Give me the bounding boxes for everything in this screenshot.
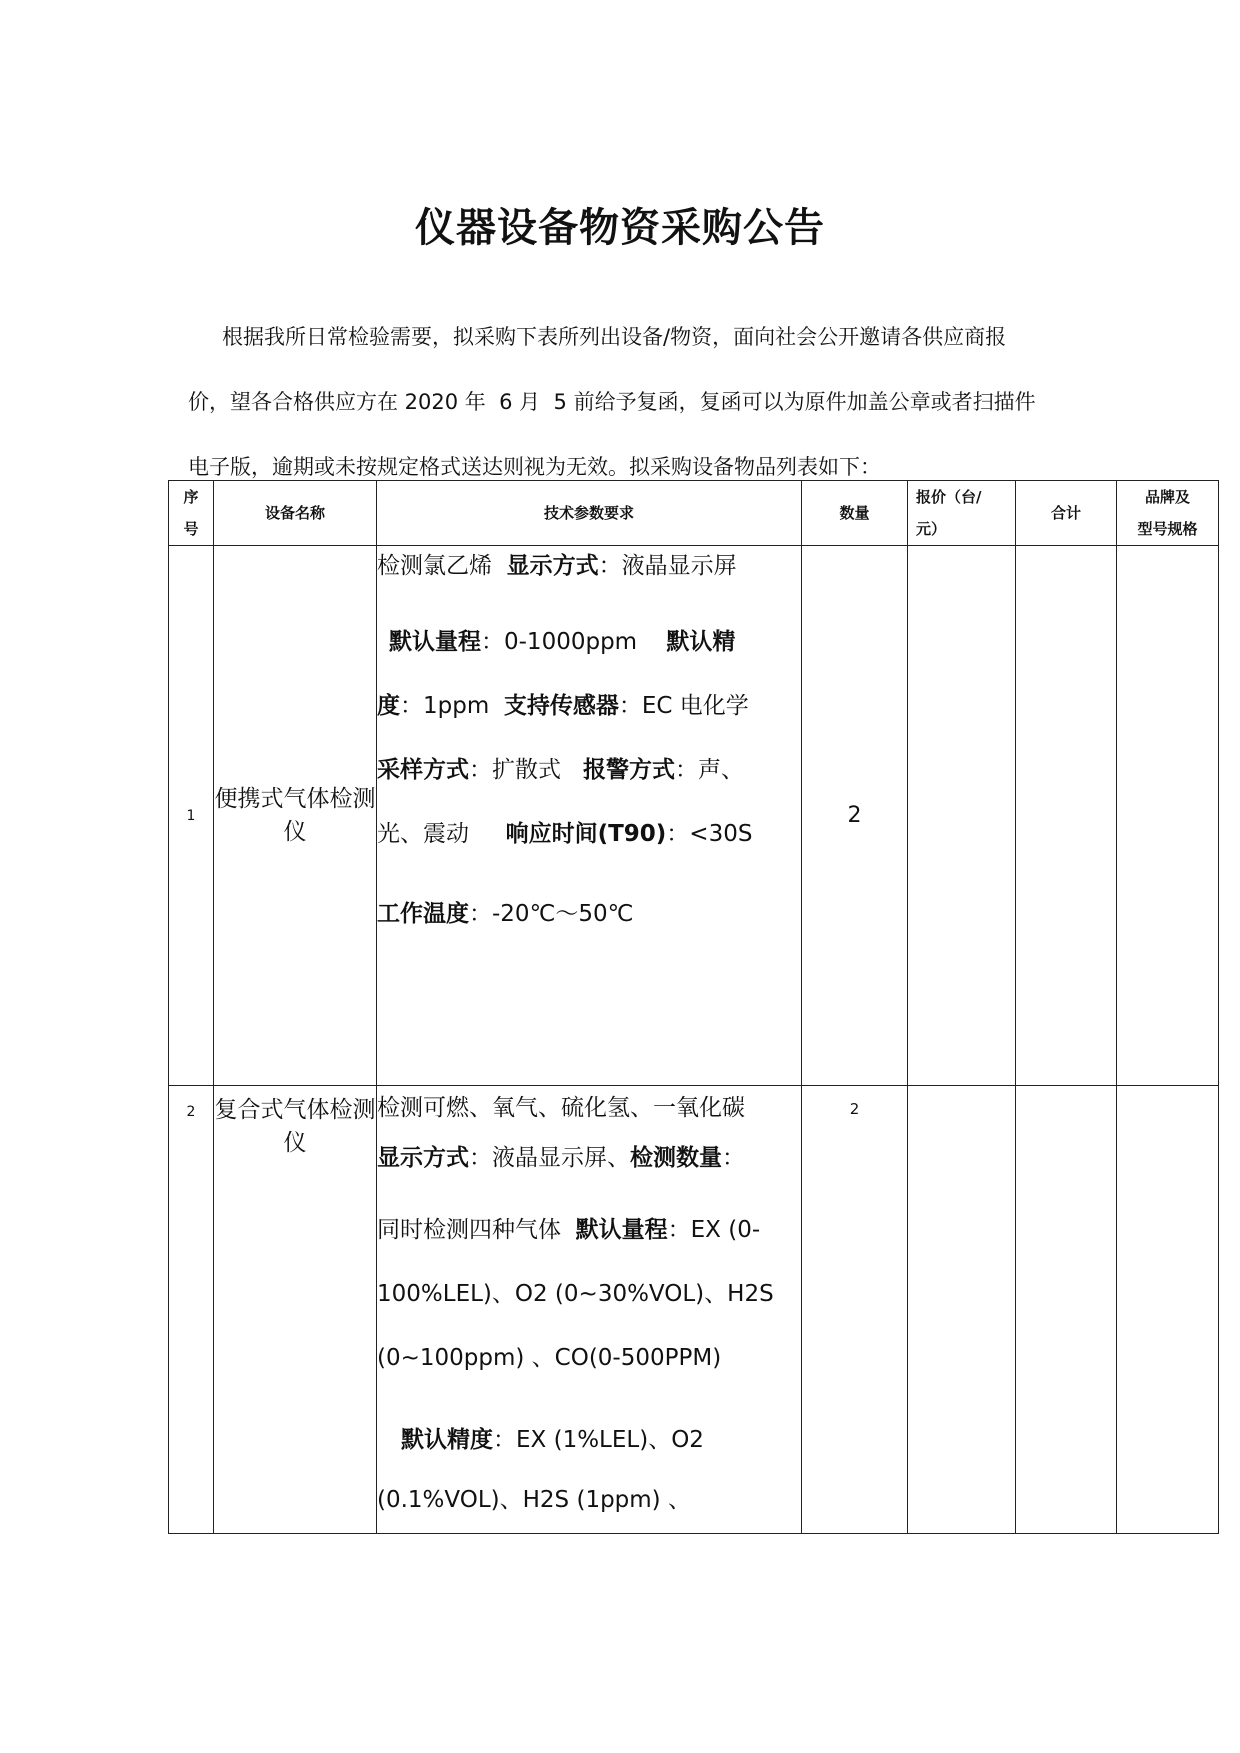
row-equipment-name: 便携式气体检测仪 xyxy=(214,546,377,1086)
header-spec: 技术参数要求 xyxy=(377,481,802,546)
row-quantity: 2 xyxy=(802,1086,908,1534)
intro-line-3: 电子版，逾期或未按规定格式送达则视为无效。拟采购设备物品列表如下： xyxy=(188,455,881,479)
row-total-cell xyxy=(1016,1086,1117,1534)
intro-line-2: 价，望各合格供应方在 2020 年 6 月 5 前给予复函，复函可以为原件加盖公章或者扫描件 xyxy=(188,390,1036,414)
header-index: 序 号 xyxy=(169,481,214,546)
header-name: 设备名称 xyxy=(214,481,377,546)
row-spec: 检测可燃、氧气、硫化氢、一氧化碳 显示方式：液晶显示屏、检测数量： 同时检测四种气体 默认量程：EX (0- 100%LEL)、O2 (0~30%VOL)、H2S (0~100ppm) 、CO(0-500PPM) 默认精度：EX (1%LEL)、O2 (0.1%VOL)、H2S (1ppm) 、 xyxy=(377,1086,802,1534)
procurement-table xyxy=(168,480,1219,1534)
table-row xyxy=(169,1086,1219,1534)
intro-line-1: 根据我所日常检验需要，拟采购下表所列出设备/物资，面向社会公开邀请各供应商报 xyxy=(222,325,1007,349)
header-qty: 数量 xyxy=(802,481,908,546)
document-title: 仪器设备物资采购公告 xyxy=(415,205,825,251)
table-row xyxy=(169,546,1219,1086)
row-price-cell xyxy=(908,546,1016,1086)
row-spec: 检测氯乙烯 显示方式：液晶显示屏 默认量程：0-1000ppm 默认精 度：1ppm 支持传感器：EC 电化学 采样方式：扩散式 报警方式：声、 光、震动 响应时间(T90)：<30S 工作温度：-20℃～50℃ xyxy=(377,546,802,1086)
header-price: 报价（台/ 元） xyxy=(908,481,1016,546)
row-brand-cell xyxy=(1117,546,1219,1086)
header-total: 合计 xyxy=(1016,481,1117,546)
row-brand-cell xyxy=(1117,1086,1219,1534)
row-index: 2 xyxy=(169,1086,214,1534)
row-quantity: 2 xyxy=(802,546,908,1086)
header-brand: 品牌及 型号规格 xyxy=(1117,481,1219,546)
intro-paragraph xyxy=(188,305,1068,500)
table-header-row xyxy=(169,481,1219,546)
row-price-cell xyxy=(908,1086,1016,1534)
row-total-cell xyxy=(1016,546,1117,1086)
row-index: 1 xyxy=(169,546,214,1086)
row-equipment-name: 复合式气体检测仪 xyxy=(214,1086,377,1534)
